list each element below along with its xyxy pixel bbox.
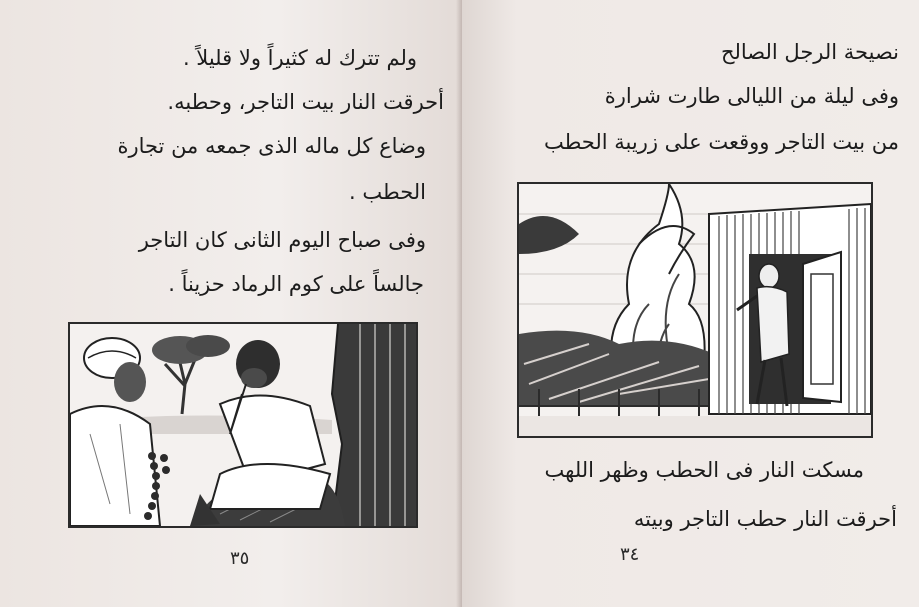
- text-line: وفى ليلة من الليالى طارت شرارة: [604, 84, 899, 108]
- page-number: ٣٥: [230, 548, 250, 569]
- page-number: ٣٤: [620, 544, 640, 565]
- text-line: وفى صباح اليوم الثانى كان التاجر: [138, 228, 426, 252]
- text-line: جالساً على كوم الرماد حزيناً .: [168, 272, 424, 296]
- caption-line: أحرقت النار حطب التاجر وبيته: [633, 507, 897, 531]
- text-line: الحطب .: [349, 180, 426, 204]
- seated-men-drawing: [70, 324, 416, 526]
- text-line: أحرقت النار بيت التاجر، وحطبه.: [167, 90, 444, 114]
- text-line: من بيت التاجر ووقعت على زريبة الحطب: [543, 130, 899, 154]
- house-fire-drawing: [519, 184, 871, 436]
- illustration-house-fire: [517, 182, 873, 438]
- right-page: [462, 0, 919, 607]
- caption-line: مسكت النار فى الحطب وظهر اللهب: [544, 458, 864, 482]
- text-line: وضاع كل ماله الذى جمعه من تجارة: [117, 134, 426, 158]
- text-line: ولم تترك له كثيراً ولا قليلاً .: [182, 46, 417, 70]
- chapter-title: نصيحة الرجل الصالح: [720, 40, 899, 64]
- illustration-seated-men: [68, 322, 418, 528]
